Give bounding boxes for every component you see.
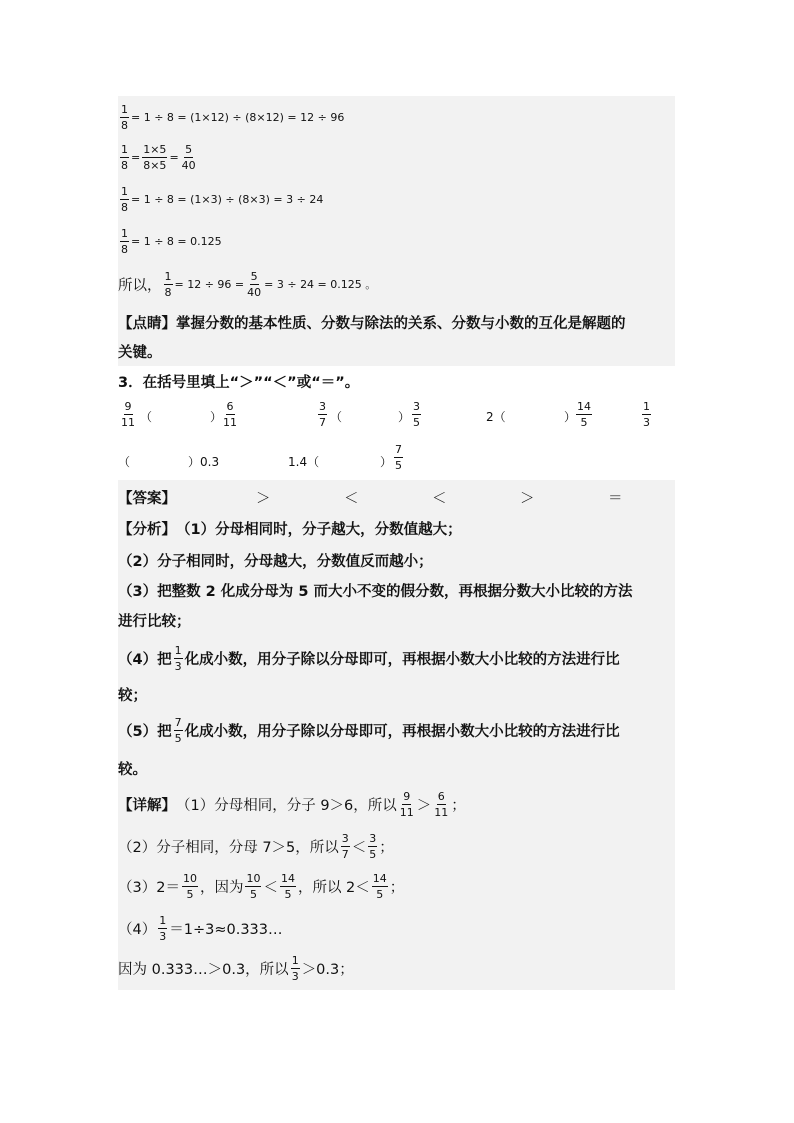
detail-line-1	[118, 786, 675, 822]
equation: = 12 ÷ 96 =	[174, 277, 245, 291]
detail-text: ＝1÷3≈0.333…	[169, 921, 283, 938]
analysis-line-5c	[118, 754, 675, 782]
equation: = 1 ÷ 8 = (1×3) ÷ (8×3) = 3 ÷ 24	[131, 192, 324, 206]
detail-line-5	[118, 950, 675, 986]
question-title: 3．在括号里填上“＞”“＜”或“＝”。	[118, 374, 360, 391]
detail-label: 【详解】	[118, 797, 176, 814]
fraction: $\frac{1}{8}$	[164, 269, 172, 299]
fraction: $\frac{1}{8}$	[121, 142, 128, 172]
blank-open[interactable]: （	[140, 410, 153, 424]
analysis-text: 化成小数，用分子除以分母即可，再根据小数大小比较的方法进行比	[184, 651, 620, 668]
fraction: $\frac{3}{5}$	[369, 831, 377, 861]
fraction: $\frac{14}{5}$	[372, 871, 387, 901]
fraction: $\frac{1}{3}$	[291, 953, 299, 983]
punctuation: ；	[379, 839, 394, 856]
analysis-text: （4）把	[118, 651, 172, 668]
operator: ＜	[263, 879, 278, 896]
blank-close[interactable]: ）	[380, 455, 393, 469]
fraction: $\frac{14}{5}$	[280, 871, 295, 901]
blank-close[interactable]: ）	[564, 410, 577, 424]
fraction: $\frac{6}{11}$	[223, 400, 237, 429]
answer-item: ＝	[608, 491, 623, 507]
analysis-text: （3）把整数 2 化成分母为 5 而大小不变的假分数，再根据分数大小比较的方法	[118, 583, 633, 600]
detail-line-3	[118, 868, 675, 904]
equation: = 3 ÷ 24 = 0.125 。	[264, 278, 377, 291]
analysis-line-4	[118, 640, 675, 676]
conclusion-prefix: 所以，	[118, 277, 162, 294]
blank-close[interactable]: ）	[398, 410, 411, 424]
top-line-4	[118, 224, 675, 258]
answer-item: ＜	[432, 491, 447, 507]
analysis-label: 【分析】	[118, 521, 176, 538]
fraction: $\frac{5}{40}$	[247, 269, 262, 299]
detail-text: （2）分子相同，分母 7＞5，所以	[118, 839, 339, 856]
equation: = 1 ÷ 8 = 0.125	[131, 234, 222, 248]
dianjing-line-2	[118, 338, 675, 364]
detail-text: 因为 0.333…＞0.3，所以	[118, 961, 289, 978]
analysis-text: 较。	[118, 761, 147, 778]
blank-open[interactable]: 2（	[486, 410, 506, 424]
fraction: $\frac{1}{3}$	[174, 643, 182, 673]
blank-open[interactable]: （	[118, 455, 131, 469]
analysis-text: 较；	[118, 687, 147, 704]
detail-text: （4）	[118, 921, 157, 938]
top-line-5	[118, 266, 675, 302]
fraction: $\frac{1}{8}$	[121, 226, 128, 256]
equation: = 1 ÷ 8 = (1×12) ÷ (8×12) = 12 ÷ 96	[131, 110, 345, 124]
dianjing-text: 掌握分数的基本性质、分数与除法的关系、分数与小数的互化是解题的	[176, 315, 626, 332]
analysis-line-5	[118, 712, 675, 748]
fraction: $\frac{9}{11}$	[121, 400, 135, 429]
blank-close[interactable]: ）0.3	[188, 455, 220, 469]
top-line-3	[118, 182, 675, 216]
analysis-text: 进行比较；	[118, 613, 191, 630]
fraction: $\frac{10}{5}$	[182, 871, 197, 901]
analysis-text: 化成小数，用分子除以分母即可，再根据小数大小比较的方法进行比	[184, 723, 620, 740]
fraction: $\frac{3}{7}$	[319, 400, 326, 429]
fraction: $\frac{1}{8}$	[121, 184, 128, 214]
fraction: $\frac{1}{3}$	[159, 913, 167, 943]
question-3-title	[118, 368, 675, 394]
fraction: $\frac{14}{5}$	[577, 400, 591, 429]
fraction: $\frac{9}{11}$	[399, 789, 414, 819]
analysis-line-3	[118, 576, 675, 604]
punctuation: ；	[451, 797, 466, 814]
fraction: $\frac{3}{5}$	[413, 400, 420, 429]
question-3-row-1	[118, 398, 675, 438]
blank-open[interactable]: 1.4（	[288, 455, 320, 469]
dianjing-text: 关键。	[118, 344, 162, 361]
blank-close[interactable]: ）	[210, 410, 223, 424]
fraction: $\frac{5}{40}$	[181, 142, 196, 172]
answer-item: ＜	[344, 491, 359, 507]
detail-line-2	[118, 828, 675, 864]
analysis-line-4c	[118, 680, 675, 708]
answer-item: ＞	[256, 491, 271, 507]
analysis-text: （5）把	[118, 723, 172, 740]
analysis-text: （1）分母相同时，分子越大，分数值越大；	[176, 521, 462, 538]
blank-open[interactable]: （	[330, 410, 343, 424]
fraction: $\frac{1}{8}$	[121, 102, 128, 132]
fraction: $\frac{7}{5}$	[395, 443, 402, 472]
answer-item: ＞	[520, 491, 535, 507]
fraction: $\frac{10}{5}$	[246, 871, 261, 901]
answer-row	[118, 484, 675, 510]
analysis-line-2	[118, 546, 675, 574]
operator: ＞	[416, 797, 432, 814]
equals-sign: =	[131, 150, 141, 164]
question-3-row-2	[118, 442, 675, 480]
detail-text: ＞0.3；	[301, 961, 354, 978]
dianjing-label: 【点睛】	[118, 315, 176, 332]
answer-label: 【答案】	[118, 491, 176, 507]
top-line-1	[118, 100, 675, 134]
equals-sign: =	[169, 150, 179, 164]
operator: ＜	[351, 839, 367, 856]
analysis-line-3b	[118, 606, 675, 634]
detail-text: （3）2＝	[118, 879, 180, 896]
analysis-line-1	[118, 514, 675, 542]
detail-line-4	[118, 910, 675, 946]
punctuation: ；	[389, 879, 405, 896]
detail-text: ，所以 2＜	[297, 879, 370, 896]
fraction: $\frac{7}{5}$	[174, 715, 182, 745]
dianjing-line	[118, 308, 675, 336]
fraction: $\frac{1\times 5}{8\times 5}$	[143, 142, 167, 172]
analysis-text: （2）分子相同时，分母越大，分数值反而越小；	[118, 553, 433, 570]
top-line-2	[118, 140, 675, 174]
fraction: $\frac{6}{11}$	[434, 789, 449, 819]
detail-text: （1）分母相同，分子 9＞6，所以	[176, 797, 397, 814]
fraction: $\frac{3}{7}$	[341, 831, 349, 861]
detail-text: ，因为	[199, 879, 244, 896]
fraction: $\frac{1}{3}$	[643, 400, 650, 429]
